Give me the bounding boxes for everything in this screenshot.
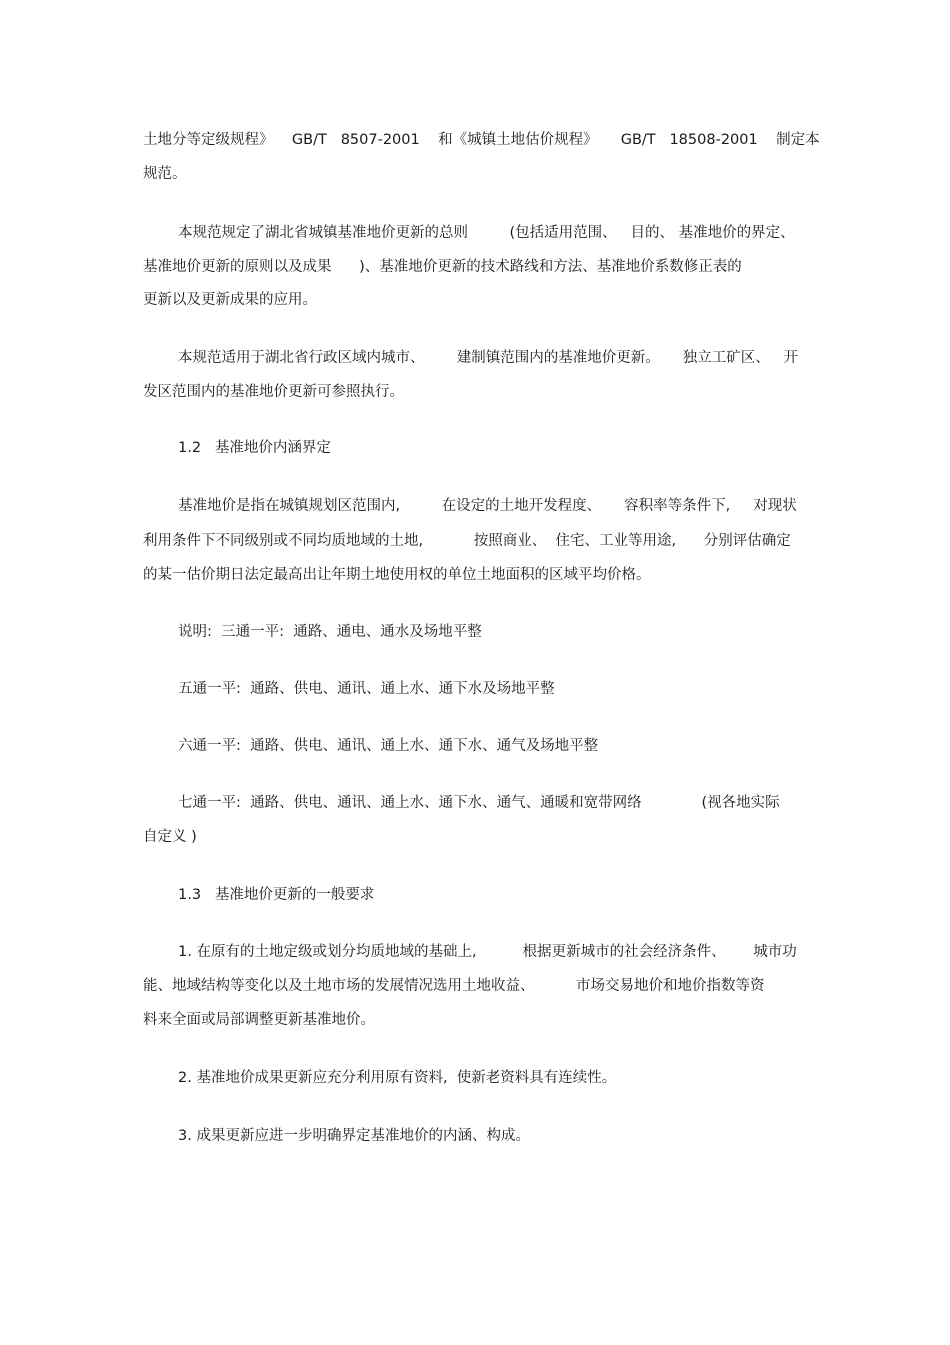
paragraph-line: 六通一平: 通路、供电、通讯、通上水、通下水、通气及场地平整 (178, 738, 599, 754)
section-heading: 1.2 基准地价内涵界定 (178, 440, 331, 456)
paragraph-line: 发区范围内的基准地价更新可参照执行。 (143, 384, 404, 400)
paragraph-line: 的某一估价期日法定最高出让年期土地使用权的单位土地面积的区域平均价格。 (143, 567, 651, 583)
paragraph-line: 基准地价更新的原则以及成果 )、基准地价更新的技术路线和方法、基准地价系数修正表的 (143, 259, 742, 275)
paragraph-line: 本规范适用于湖北省行政区域内城市、 建制镇范围内的基准地价更新。 独立工矿区、 开 (178, 350, 799, 366)
paragraph-line: 更新以及更新成果的应用。 (143, 292, 317, 308)
paragraph-line: 1. 在原有的土地定级或划分均质地域的基础上, 根据更新城市的社会经济条件、 城市功 (178, 944, 797, 960)
paragraph-line: 本规范规定了湖北省城镇基准地价更新的总则 (包括适用范围、 目的、 基准地价的界定、 (178, 225, 795, 241)
paragraph-line: 说明: 三通一平: 通路、通电、通水及场地平整 (178, 624, 482, 640)
paragraph-line: 七通一平: 通路、供电、通讯、通上水、通下水、通气、通暖和宽带网络 (视各地实际 (178, 795, 780, 811)
section-heading: 1.3 基准地价更新的一般要求 (178, 887, 375, 903)
paragraph-line: 基准地价是指在城镇规划区范围内, 在设定的土地开发程度、 容积率等条件下, 对现状 (178, 498, 797, 514)
paragraph-line: 土地分等定级规程》 GB/T 8507-2001 和《城镇土地估价规程》 GB/T 18508-2001 制定本 (143, 132, 820, 148)
paragraph-line: 利用条件下不同级别或不同均质地域的土地, 按照商业、 住宅、工业等用途, 分别评估确定 (143, 533, 791, 549)
paragraph-line: 2. 基准地价成果更新应充分利用原有资料, 使新老资料具有连续性。 (178, 1070, 617, 1086)
paragraph-line: 料来全面或局部调整更新基准地价。 (143, 1012, 375, 1028)
paragraph-line: 3. 成果更新应进一步明确界定基准地价的内涵、构成。 (178, 1128, 530, 1144)
paragraph-line: 能、地域结构等变化以及土地市场的发展情况选用土地收益、 市场交易地价和地价指数等资 (143, 978, 765, 994)
paragraph-line: 规范。 (143, 166, 187, 182)
paragraph-line: 自定义 ) (143, 829, 197, 845)
paragraph-line: 五通一平: 通路、供电、通讯、通上水、通下水及场地平整 (178, 681, 555, 697)
